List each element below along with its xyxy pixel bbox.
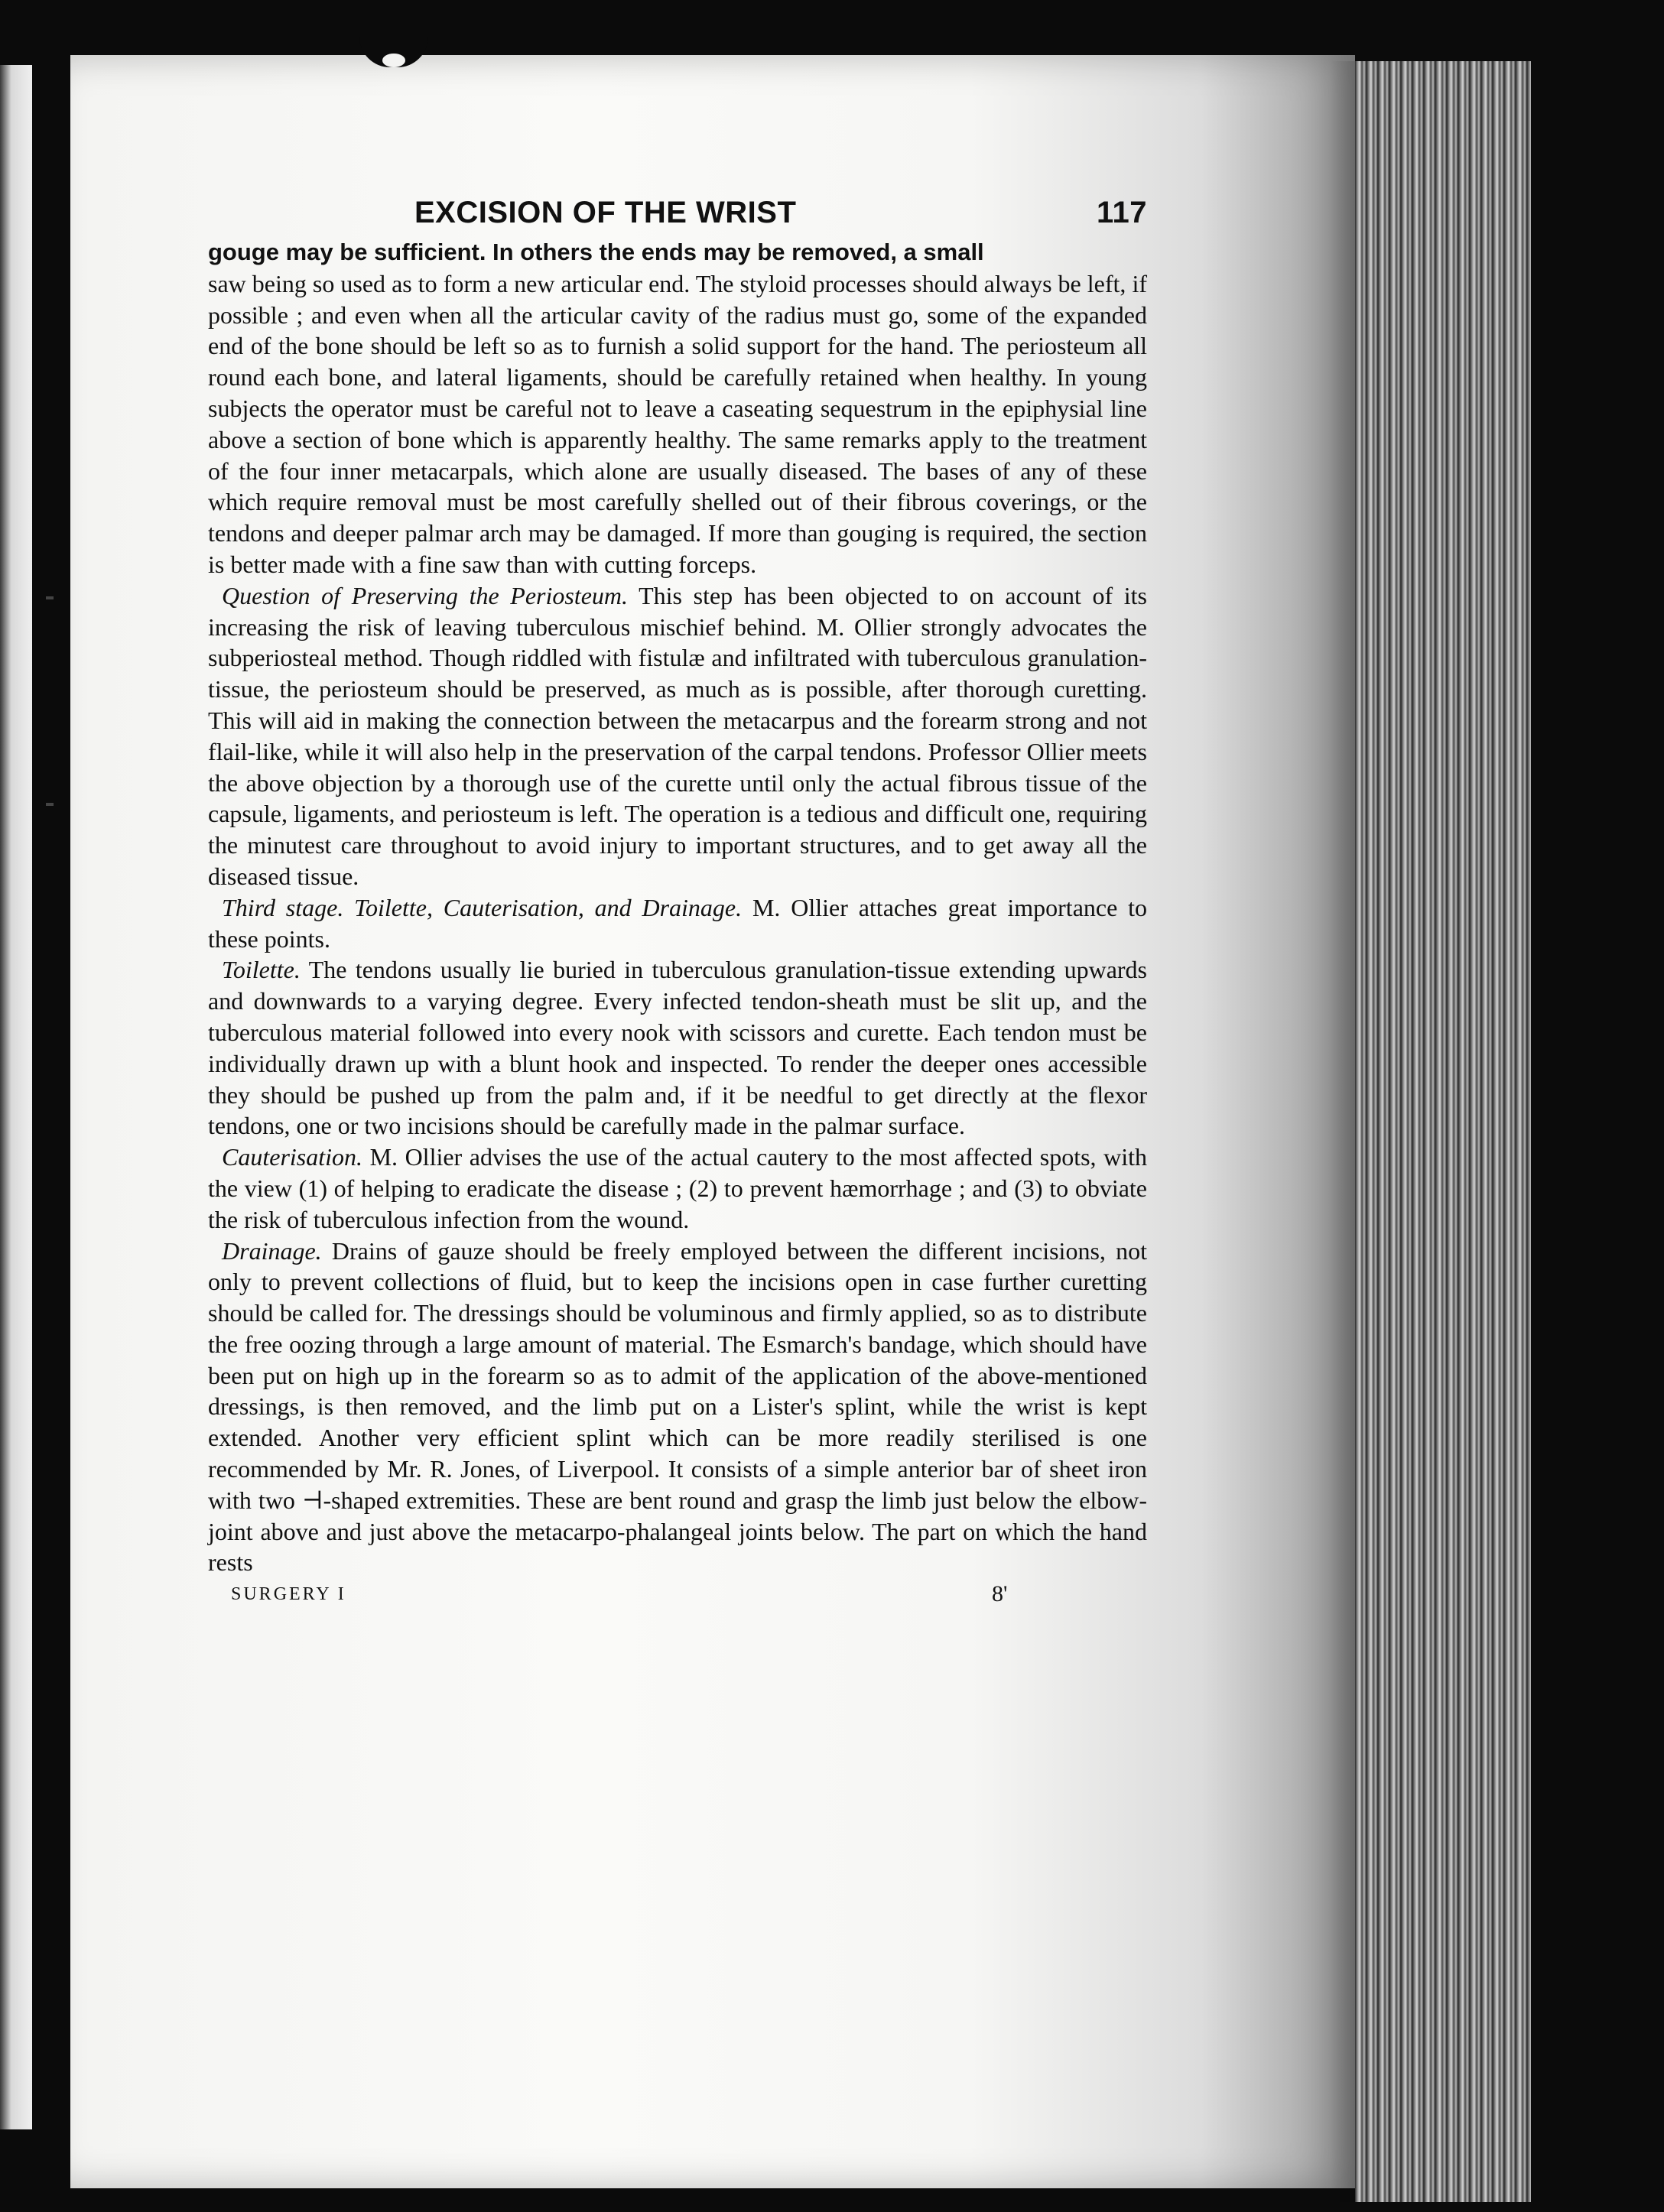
margin-mark [46, 596, 54, 599]
paragraph [208, 1142, 1147, 1235]
paragraph [208, 1236, 1147, 1579]
running-head-title: EXCISION OF THE WRIST [414, 196, 797, 229]
signature-mark: 8' [992, 1581, 1008, 1607]
paragraph-heading: Toilette. [222, 956, 301, 984]
paragraph-body: The tendons usually lie buried in tuberculous granulation-tissue extending upwards and downwards to a varying degree. Every infected tendon-sheath must be slit up, and the tuberculous material followed into every nook with scissors and curette. Each tendon must be individually drawn up with a blunt hook and inspected. To render the deeper ones accessible they should be pushed up from the palm and, if it be needful to get directly at the flexor tendons, one or two incisions should be carefully made in the palmar surface. [208, 956, 1147, 1140]
paragraph-body: This step has been objected to on account of its increasing the risk of leaving tuberculous mischief behind. M. Ollier strongly advocates the subperiosteal method. Though riddled with fistulæ and infiltrated with tuberculous granulation-tissue, the periosteum should be preserved, as much as is possible, after thorough curetting. This will aid in making the connection between the metacarpus and the forearm strong and not flail-like, while it will also help in the preservation of the carpal tendons. Professor Ollier meets the above objection by a thorough use of the curette until only the actual fibrous tissue of the capsule, ligaments, and periosteum is left. The operation is a tedious and difficult one, requiring the minutest care throughout to avoid injury to important structures, and to get away all the diseased tissue. [208, 581, 1148, 890]
page-footer [208, 1581, 1147, 1612]
margin-mark [46, 803, 54, 806]
book-fore-edge [1355, 61, 1531, 2202]
paragraph-heading: Question of Preserving the Periosteum. [222, 581, 629, 609]
paragraph-heading: Drainage. [222, 1236, 322, 1265]
paragraph [208, 580, 1147, 892]
running-head [208, 191, 1147, 237]
paragraph-body: Drains of gauze should be freely employed between the different incisions, not only to prevent collections of fluid, but to keep the incisions open in case further curetting should be called for. The dressings should be voluminous and firmly applied, so as to distribute the free oozing through a large amount of material. The Esmarch's bandage, which should have been put on high up in the forearm so as to admit of the application of the above-mentioned dressings, is then removed, and the limb put on a Lister's splint, while the wrist is kept extended. Another very efficient splint which can be more readily sterilised is one recommended by Mr. R. Jones, of Liverpool. It consists of a simple anterior bar of sheet iron with two ⊣-shaped extremities. These are bent round and grasp the limb just below the elbow-joint above and just above the metacarpo-phalangeal joints below. The part on which the hand rests [208, 1236, 1147, 1577]
paragraph [208, 892, 1147, 955]
paragraph-heading: Third stage. Toilette, Cauterisation, and Drainage. [222, 893, 743, 921]
paragraph-body: M. Ollier attaches great importance to these points. [208, 893, 1148, 953]
page-number: 117 [1096, 196, 1147, 229]
text-block [208, 191, 1147, 1612]
paragraph-body: M. Ollier advises the use of the actual cautery to the most affected spots, with the view (1) of helping to eradicate the disease ; (2) to prevent hæmorrhage ; and (3) to obviate the risk of tuberculous infection from the wound. [208, 1143, 1147, 1233]
paragraph: saw being so used as to form a new articular end. The styloid processes should always be left, if possible ; and even when all the articular cavity of the radius must go, some of the expanded end of the bone should be left so as to furnish a solid support for the hand. The periosteum all round each bone, and lateral ligaments, should be carefully retained when healthy. In young subjects the operator must be careful not to leave a caseating sequestrum in the epiphysial line above a section of bone which is apparently healthy. The same remarks apply to the treatment of the four inner metacarpals, which alone are usually diseased. The bases of any of these which require removal must be most carefully shelled out of their fibrous coverings, or the tendons and deeper palmar arch may be damaged. If more than gouging is required, the section is better made with a fine saw than with cutting forceps. [208, 269, 1147, 578]
binding-clip-highlight [382, 54, 405, 67]
paragraph-heading: Cauterisation. [222, 1143, 363, 1171]
signature-line: SURGERY I [231, 1584, 346, 1605]
previous-page-edge [0, 65, 32, 2129]
paragraph-lead: gouge may be sufficient. In others the ends may be removed, a small [208, 239, 984, 265]
paragraph [208, 954, 1147, 1142]
